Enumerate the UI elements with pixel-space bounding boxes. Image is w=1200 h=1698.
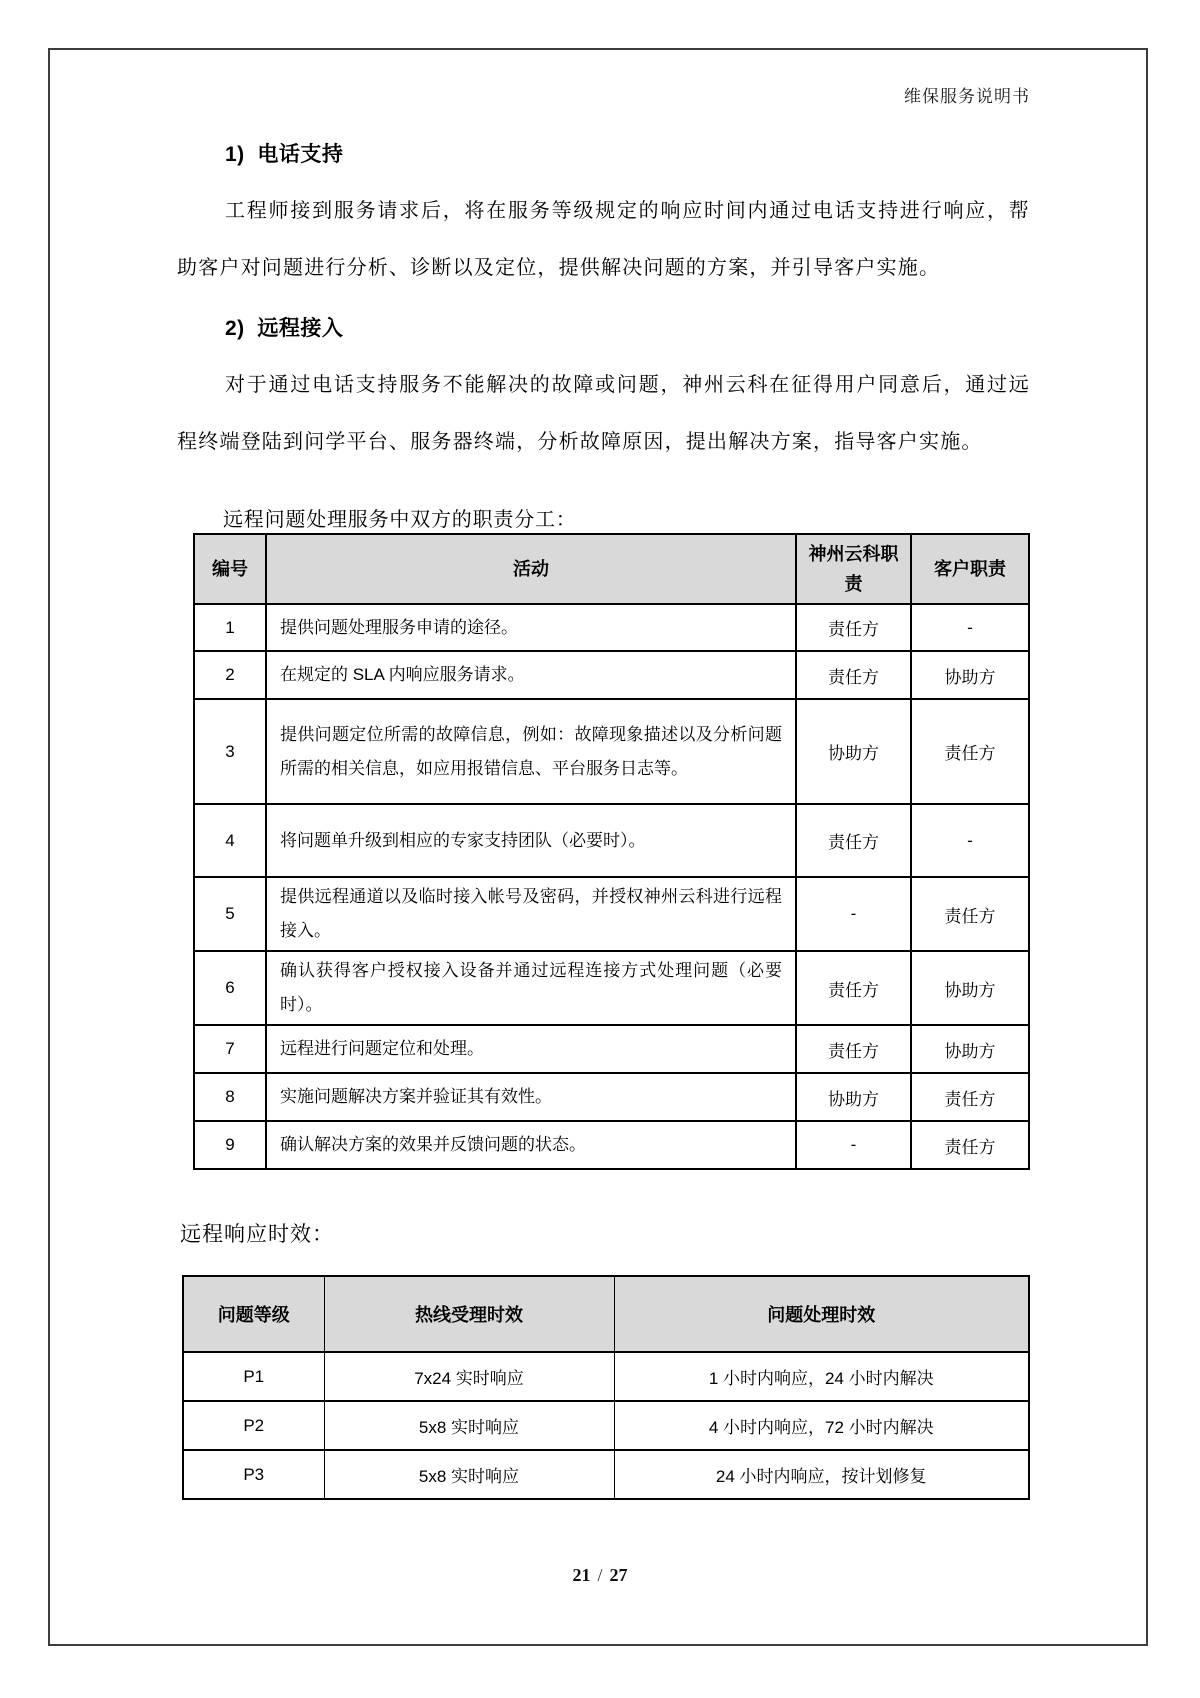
responsibility-table-intro: 远程问题处理服务中双方的职责分工： — [223, 509, 577, 531]
cell-problem-level: P1 — [183, 1352, 324, 1401]
page-number-separator: / — [597, 1565, 603, 1585]
row-dtyc-role: - — [796, 1121, 911, 1169]
responsibility-table — [193, 533, 1030, 1170]
row-dtyc-role: - — [796, 877, 911, 951]
row-customer-role: - — [911, 604, 1029, 651]
row-number: 2 — [194, 651, 266, 699]
total-page-number: 27 — [609, 1565, 628, 1585]
row-customer-role: - — [911, 804, 1029, 877]
paragraph-remote-access: 对于通过电话支持服务不能解决的故障或问题，神州云科在征得用户同意后，通过远程终端登陆到问学平台、服务器终端，分析故障原因，提出解决方案，指导客户实施。 — [177, 374, 1030, 453]
table-row — [194, 1073, 1029, 1121]
current-page-number: 21 — [572, 1565, 591, 1585]
cell-handling-sla: 1 小时内响应，24 小时内解决 — [614, 1352, 1029, 1401]
row-dtyc-role: 责任方 — [796, 1025, 911, 1073]
cell-hotline-sla: 5x8 实时响应 — [324, 1450, 614, 1499]
row-customer-role: 责任方 — [911, 1073, 1029, 1121]
column-header-number: 编号 — [194, 534, 266, 604]
table-row — [194, 604, 1029, 651]
row-number: 7 — [194, 1025, 266, 1073]
row-dtyc-role: 责任方 — [796, 804, 911, 877]
row-number: 1 — [194, 604, 266, 651]
cell-handling-sla: 24 小时内响应，按计划修复 — [614, 1450, 1029, 1499]
row-activity: 提供问题处理服务申请的途径。 — [266, 604, 796, 651]
response-time-table — [182, 1275, 1030, 1500]
table-row — [194, 804, 1029, 877]
row-number: 5 — [194, 877, 266, 951]
row-activity: 提供远程通道以及临时接入帐号及密码，并授权神州云科进行远程接入。 — [266, 877, 796, 951]
row-activity: 在规定的 SLA 内响应服务请求。 — [266, 651, 796, 699]
table-row — [183, 1450, 1029, 1499]
row-activity: 提供问题定位所需的故障信息，例如：故障现象描述以及分析问题所需的相关信息，如应用报错信息、平台服务日志等。 — [266, 699, 796, 804]
table-row — [183, 1352, 1029, 1401]
row-activity: 远程进行问题定位和处理。 — [266, 1025, 796, 1073]
row-dtyc-role: 责任方 — [796, 604, 911, 651]
column-header-dtyc-role: 神州云科职责 — [796, 534, 911, 604]
table-row — [194, 1025, 1029, 1073]
row-number: 9 — [194, 1121, 266, 1169]
responsibility-table-header-row — [194, 534, 1029, 604]
table-row — [194, 699, 1029, 804]
row-activity: 确认获得客户授权接入设备并通过远程连接方式处理问题（必要时）。 — [266, 951, 796, 1025]
row-number: 4 — [194, 804, 266, 877]
column-header-customer-role: 客户职责 — [911, 534, 1029, 604]
row-customer-role: 协助方 — [911, 1025, 1029, 1073]
column-header-handling-sla: 问题处理时效 — [614, 1276, 1029, 1352]
cell-problem-level: P2 — [183, 1401, 324, 1450]
row-activity: 实施问题解决方案并验证其有效性。 — [266, 1073, 796, 1121]
response-time-label: 远程响应时效： — [180, 1223, 334, 1246]
cell-handling-sla: 4 小时内响应，72 小时内解决 — [614, 1401, 1029, 1450]
table-row — [194, 877, 1029, 951]
row-activity: 将问题单升级到相应的专家支持团队（必要时）。 — [266, 804, 796, 877]
cell-hotline-sla: 5x8 实时响应 — [324, 1401, 614, 1450]
page-number — [0, 1565, 1200, 1586]
cell-hotline-sla: 7x24 实时响应 — [324, 1352, 614, 1401]
table-row — [194, 1121, 1029, 1169]
document-header-title: 维保服务说明书 — [904, 87, 1030, 106]
row-number: 8 — [194, 1073, 266, 1121]
row-dtyc-role: 责任方 — [796, 951, 911, 1025]
row-dtyc-role: 协助方 — [796, 699, 911, 804]
row-customer-role: 协助方 — [911, 951, 1029, 1025]
response-table-header-row — [183, 1276, 1029, 1352]
column-header-activity: 活动 — [266, 534, 796, 604]
cell-problem-level: P3 — [183, 1450, 324, 1499]
row-dtyc-role: 责任方 — [796, 651, 911, 699]
table-row — [183, 1401, 1029, 1450]
column-header-problem-level: 问题等级 — [183, 1276, 324, 1352]
row-dtyc-role: 协助方 — [796, 1073, 911, 1121]
row-customer-role: 责任方 — [911, 877, 1029, 951]
row-customer-role: 责任方 — [911, 699, 1029, 804]
paragraph-phone-support: 工程师接到服务请求后，将在服务等级规定的响应时间内通过电话支持进行响应，帮助客户对问题进行分析、诊断以及定位，提供解决问题的方案，并引导客户实施。 — [177, 200, 1030, 279]
row-customer-role: 责任方 — [911, 1121, 1029, 1169]
column-header-hotline-sla: 热线受理时效 — [324, 1276, 614, 1352]
section-heading-phone-support: 1) 电话支持 — [225, 143, 344, 166]
table-row — [194, 951, 1029, 1025]
row-customer-role: 协助方 — [911, 651, 1029, 699]
table-row — [194, 651, 1029, 699]
row-activity: 确认解决方案的效果并反馈问题的状态。 — [266, 1121, 796, 1169]
row-number: 6 — [194, 951, 266, 1025]
section-heading-remote-access: 2) 远程接入 — [225, 317, 344, 340]
row-number: 3 — [194, 699, 266, 804]
